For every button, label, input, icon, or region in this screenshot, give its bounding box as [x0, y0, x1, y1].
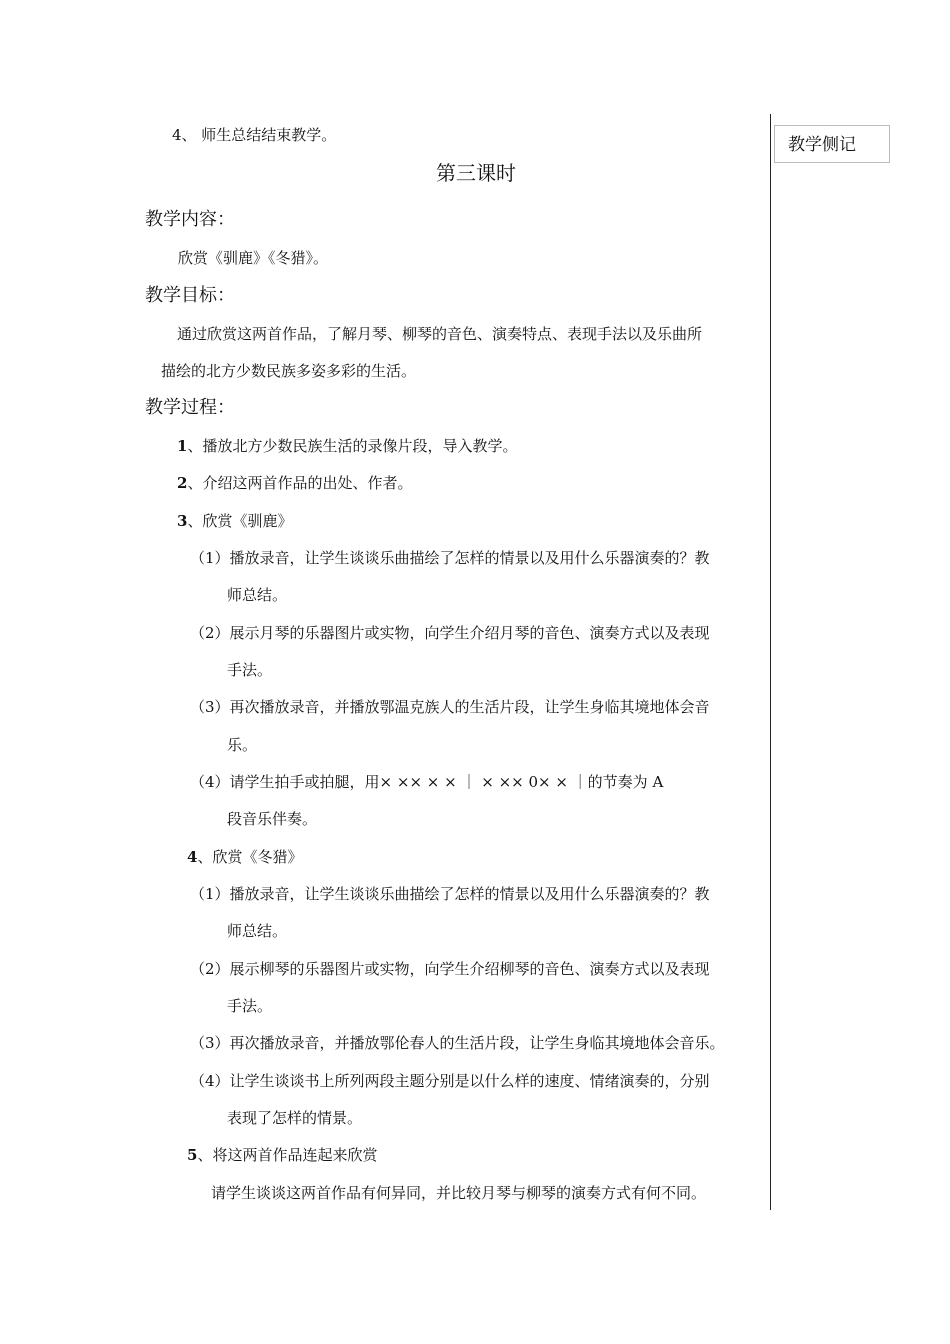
step-2-text: 、介绍这两首作品的出处、作者。	[187, 474, 413, 492]
step-1	[177, 436, 517, 456]
step-1-number: 1	[177, 437, 188, 455]
intro-step: 4、 师生总结结束教学。	[172, 126, 337, 144]
step-4-sub-1-line-2: 师总结。	[227, 922, 288, 940]
step-3-sub-3-line-1: （3）再次播放录音，并播放鄂温克族人的生活片段，让学生身临其境地体会音	[190, 698, 710, 716]
margin-rule	[770, 114, 771, 1210]
step-4-sub-1-line-1: （1）播放录音，让学生谈谈乐曲描绘了怎样的情景以及用什么乐器演奏的？教	[190, 885, 710, 903]
step-3-sub-3-line-2: 乐。	[227, 736, 258, 754]
step-5-text: 、将这两首作品连起来欣赏	[197, 1146, 378, 1164]
step-5-body: 请学生谈谈这两首作品有何异同，并比较月琴与柳琴的演奏方式有何不同。	[211, 1184, 707, 1202]
step-4-sub-4-line-2: 表现了怎样的情景。	[227, 1109, 363, 1127]
step-3	[177, 511, 292, 531]
step-2-number: 2	[177, 474, 188, 492]
content-heading: 教学内容：	[145, 209, 235, 230]
lesson-title: 第三课时	[436, 161, 516, 185]
goals-line-2: 描绘的北方少数民族多姿多彩的生活。	[161, 362, 417, 380]
step-4	[187, 847, 302, 867]
process-heading: 教学过程：	[145, 397, 235, 418]
step-5-number: 5	[187, 1146, 198, 1164]
step-3-text: 、欣赏《驯鹿》	[187, 512, 293, 530]
step-3-sub-4-line-2: 段音乐伴奏。	[227, 810, 318, 828]
step-3-sub-1-line-1: （1）播放录音，让学生谈谈乐曲描绘了怎样的情景以及用什么乐器演奏的？教	[190, 549, 710, 567]
side-note-label: 教学侧记	[788, 135, 856, 155]
goals-heading: 教学目标：	[145, 285, 235, 306]
side-note-box	[774, 125, 890, 163]
content-text: 欣赏《驯鹿》《冬猎》。	[178, 249, 329, 267]
step-3-sub-4-line-1: （4）请学生拍手或拍腿，用× ×× × × ｜ × ×× 0× × ｜的节奏为 A	[190, 773, 664, 791]
step-4-number: 4	[187, 848, 198, 866]
step-4-text: 、欣赏《冬猎》	[197, 848, 303, 866]
step-3-number: 3	[177, 512, 188, 530]
step-4-sub-2-line-1: （2）展示柳琴的乐器图片或实物，向学生介绍柳琴的音色、演奏方式以及表现	[190, 960, 710, 978]
goals-line-1: 通过欣赏这两首作品，了解月琴、柳琴的音色、演奏特点、表现手法以及乐曲所	[177, 325, 703, 343]
step-1-text: 、播放北方少数民族生活的录像片段，导入教学。	[187, 437, 518, 455]
step-3-sub-1-line-2: 师总结。	[227, 586, 288, 604]
step-4-sub-2-line-2: 手法。	[227, 997, 273, 1015]
step-4-sub-4-line-1: （4）让学生谈谈书上所列两段主题分别是以什么样的速度、情绪演奏的，分别	[190, 1072, 710, 1090]
step-4-sub-3: （3）再次播放录音，并播放鄂伦春人的生活片段，让学生身临其境地体会音乐。	[190, 1034, 725, 1052]
step-3-sub-2-line-1: （2）展示月琴的乐器图片或实物，向学生介绍月琴的音色、演奏方式以及表现	[190, 624, 710, 642]
step-3-sub-2-line-2: 手法。	[227, 661, 273, 679]
step-5	[187, 1145, 377, 1165]
step-2	[177, 473, 412, 493]
